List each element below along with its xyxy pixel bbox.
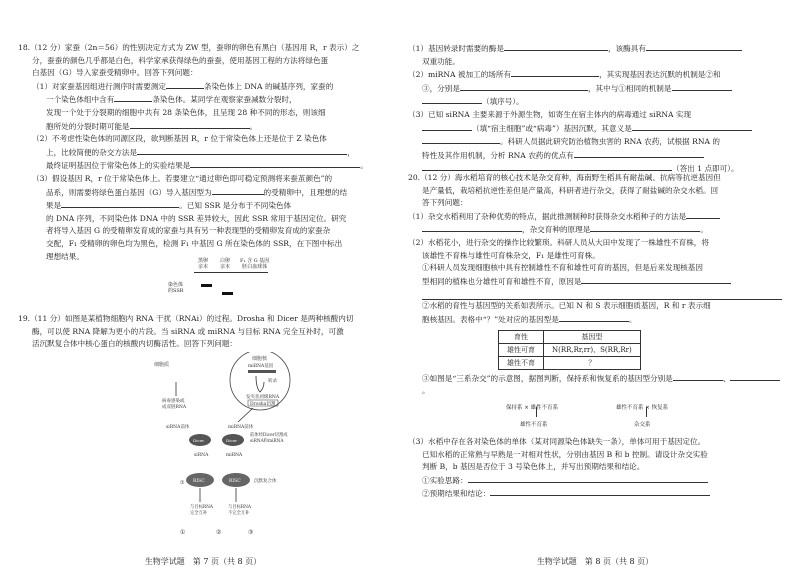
answer-blank[interactable] <box>460 82 588 91</box>
answer-blank[interactable] <box>468 474 708 483</box>
genotype-table: 育性 基因型 雄性可育 N(RR,Rr,rr)、S(RR,Rr) 雄性不育 ？ <box>498 330 641 370</box>
answer-blank[interactable] <box>686 210 720 219</box>
answer-blank[interactable] <box>137 146 347 155</box>
svg-text:完全互补: 完全互补 <box>190 511 208 516</box>
question-18: 18.（12 分）家蚕（2n＝56）的性别决定方式为 ZW 型，蚕卵的卵色有黑白（基因用 R，r 表示）之 分，蚕蚕的颜色几乎都是白色，科学家承获得绿色的蚕蚕，使用基因工程的方法将绿色蛋 白基因（G）导入家蚕受精卵中。回答下列问题： （1）对家蚕基因组进行测序时需要测定 条染色体上 DNA 的碱基序列，家蚕的 一个染色体组中含有 条染色体。某同学在观察家蚕减数分裂时， 发现一个处于分裂期的细胞中共有 28 条染色体，且呈现 28 种不同的形态，则该细 胞所处的分裂时期可能是 。 （2）不考虑性染色体的同源区段，欲判断基因 R，r 位于常染色体上还是位于 Z 染色体 上，比较简便的杂交方法是 ， 最终证明基因位于常染色体上的实验结果是 。 （3）假设基因 R，r 位于常染色体上。若要建立“通过卵色即可稳定预测将来蚕茧颜色”的 品系，则需要将绿色蛋白基因（G）导入基因型为 的受精卵中，且理想的结 果是 。已知 SSR 是分布于不同染色体 的 DNA 序列，不同染色体 DNA 中的 SSR 差异较大，因此 SSR 常用于基因定位。研究 者将导入基因 G 的受精卵发育成的家蚕与具有另一种表现型的受精卵发育成的家蚕杂 交配，F₁ 受精卵的卵色均为黑色，检测 F₁ 中基因 G 所在染色体的 SSR，在下图中标出 理想结果。 <box>18 42 388 263</box>
svg-text:发夹状初级RNA: 发夹状初级RNA <box>246 395 280 400</box>
answer-blank[interactable] <box>190 159 360 168</box>
hairpin-rna <box>256 376 264 392</box>
question-19-continued: （1）基因转录时需要的酶是 ，该酶具有 双重功能。 （2）miRNA 被加工的场所有 ，其实现基因表达沉默的机制是②和 ③，分别是 ，其中与①相同的机制是 （填序号）。 （3）已知 siRNA 主要来源于外源生物，如寄生在宿主体内的病毒通过 siRNA 实现 （填“宿主细胞”或“病毒”）基因沉默，其意义是 。科研人员据此研究防治植物虫害的 RNA 农药，试根据 RNA 的 特性及其作用机制，分析 RNA 农药的优点有 （答出 1 点即可）。 <box>408 42 782 176</box>
svg-text:转录: 转录 <box>268 379 277 384</box>
right-page <box>408 0 782 579</box>
question-20-part3: （3）水稻中存在各对染色体的单体（某对同源染色体缺失一条），单体可用于基因定位。 已知水稻的正常熟与早熟是一对相对性状，分别由基因 B 和 b 控制。请设计杂交实验 判断 B，b 基因是否位于 3 号染色体上，并写出预期结果和结论。 ①实验思路： ②预期结果和结论： <box>408 436 768 501</box>
answer-blank[interactable] <box>581 275 731 284</box>
svg-text:细胞质: 细胞质 <box>154 362 170 368</box>
answer-blank[interactable] <box>673 372 723 381</box>
answer-blank[interactable] <box>130 120 250 129</box>
answer-blank[interactable] <box>646 42 742 51</box>
page-footer-left: 生物学试题 第 7 页（共 8 页） <box>144 557 262 567</box>
page-footer-right: 生物学试题 第 8 页（共 8 页） <box>536 557 654 567</box>
answer-blank[interactable] <box>422 135 500 144</box>
answer-blank[interactable] <box>672 82 732 91</box>
left-page <box>18 0 388 579</box>
svg-text:②: ② <box>216 529 222 536</box>
answer-blank[interactable] <box>511 68 599 77</box>
svg-text:不完全互补: 不完全互补 <box>228 511 250 516</box>
svg-text:与目标RNA: 与目标RNA <box>190 505 213 510</box>
svg-text:Drosha切割: Drosha切割 <box>250 402 276 407</box>
q18-part1: （1）对家蚕基因组进行测序时需要测定 条染色体上 DNA 的碱基序列，家蚕的 <box>32 81 334 91</box>
svg-text:siRNA: siRNA <box>194 453 209 458</box>
svg-text:siRNA和miRNA: siRNA和miRNA <box>250 439 284 444</box>
svg-text:③: ③ <box>248 529 254 536</box>
gel-baseline <box>194 272 268 273</box>
svg-text:①: ① <box>180 529 186 536</box>
q18-stem-3: 白基因（G）导入家蚕受精卵中。回答下列问题： <box>32 68 198 78</box>
answer-blank[interactable] <box>490 487 710 496</box>
svg-text:病毒感染或: 病毒感染或 <box>162 399 185 404</box>
svg-text:siRNA前体: siRNA前体 <box>166 425 190 430</box>
question-19: 19.（11 分）如图是某植物细胞内 RNA 干扰（RNAi）的过程。Drosha 和 Dicer 是两种核酸内切 酶，可以使 RNA 降解为更小的片段。当 siRNA 或 miRNA 与目标 RNA 完全互补时，可激 活沉默复合体中核心蛋白的核酸内切酶活性。回答下列问题： <box>18 314 354 349</box>
answer-blank[interactable] <box>422 95 482 104</box>
answer-blank[interactable] <box>212 186 264 195</box>
answer-blank[interactable] <box>730 372 780 381</box>
svg-text:RISC: RISC <box>229 479 241 484</box>
svg-text:miRNA基因: miRNA基因 <box>248 364 274 369</box>
svg-text:Dicer: Dicer <box>193 438 205 443</box>
question-20: 20.（12 分）海水稻培育的核心技术是杂交育种，海南野生稻具有耐盐碱、抗病等抗逆基因但 是产量低，栽培稻抗逆性差但是产量高，科研者进行杂交，获得了耐盐碱的杂交水稻。回 答下列问题： （1）杂交水稻利用了杂种优势的特点，据此推测制种时获得杂交水稻种子的方法是 ，杂交育种的原理是 。 （2）水稻花小，进行杂交的操作比较繁琐。科研人员从大田中发现了一株雄性不育株，将 该雄性不育株与雄性可育株杂交，F₁ 是雄性可育株。 ①科研人员发现细胞核中具有控制雄性不育和雄性可育的基因，但是后来发现核基因 型相同的植株也分雄性可育和雄性不育，原因是 ②水稻的育性与基因型的关系如表所示。已知 N 和 S 表示细胞质基因，R 和 r 表示细 胞核基因。表格中“？”处对应的基因型是 。 育性 基因型 雄性可育 N(RR,Rr,rr)、S(RR,Rr) 雄性不育 ？ ③如图是“三系杂交”的示意图，据图判断，保持系和恢复系的基因型分别是 、。 <box>408 172 782 398</box>
gel-band <box>201 284 212 287</box>
svg-text:与目标RNA: 与目标RNA <box>228 505 251 510</box>
svg-text:Dicer: Dicer <box>226 438 238 443</box>
answer-blank[interactable] <box>114 93 152 102</box>
svg-text:细胞核: 细胞核 <box>252 356 268 362</box>
answer-blank[interactable] <box>422 223 522 232</box>
ssr-gel-figure: 黑卵 亲本 白卵 亲本 F₁ 含 G 基因 胚白血球体 染色体 的SSR <box>168 258 270 294</box>
q18-stem-2: 分，蚕蚕的颜色几乎都是白色，科学家承获得绿色的蚕蚕，使用基因工程的方法将绿色蛋 <box>32 55 329 65</box>
answer-blank[interactable] <box>422 122 472 131</box>
answer-blank[interactable] <box>574 149 704 158</box>
svg-text:miRNA: miRNA <box>226 453 243 458</box>
rnai-diagram <box>148 352 308 537</box>
answer-blank[interactable] <box>422 162 672 171</box>
answer-blank[interactable] <box>166 80 204 89</box>
svg-text:RISC: RISC <box>193 479 205 484</box>
answer-blank[interactable] <box>504 42 608 51</box>
q18-stem-1: 18.（12 分）家蚕（2n＝56）的性别决定方式为 ZW 型，蚕卵的卵色有黑白（基因用 R，r 表示）之 <box>18 43 360 52</box>
answer-line[interactable] <box>422 288 782 300</box>
gel-band <box>222 292 233 295</box>
gene-bar <box>248 370 276 373</box>
answer-blank[interactable] <box>632 122 752 131</box>
answer-blank[interactable] <box>61 199 179 208</box>
answer-blank[interactable] <box>559 313 629 322</box>
svg-text:成双链RNA: 成双链RNA <box>162 405 187 410</box>
svg-text:miRNA前体: miRNA前体 <box>228 425 254 430</box>
answer-blank[interactable] <box>590 223 700 232</box>
three-line-hybrid-diagram: 保持系 × 雄性不育系 雄性不育系 × 恢复系 雄性不育系 杂交系 <box>506 405 669 428</box>
svg-text:①: ① <box>180 480 185 486</box>
svg-text:前体经Dicer切割成: 前体经Dicer切割成 <box>250 433 288 438</box>
svg-text:沉默复合体: 沉默复合体 <box>254 479 277 484</box>
